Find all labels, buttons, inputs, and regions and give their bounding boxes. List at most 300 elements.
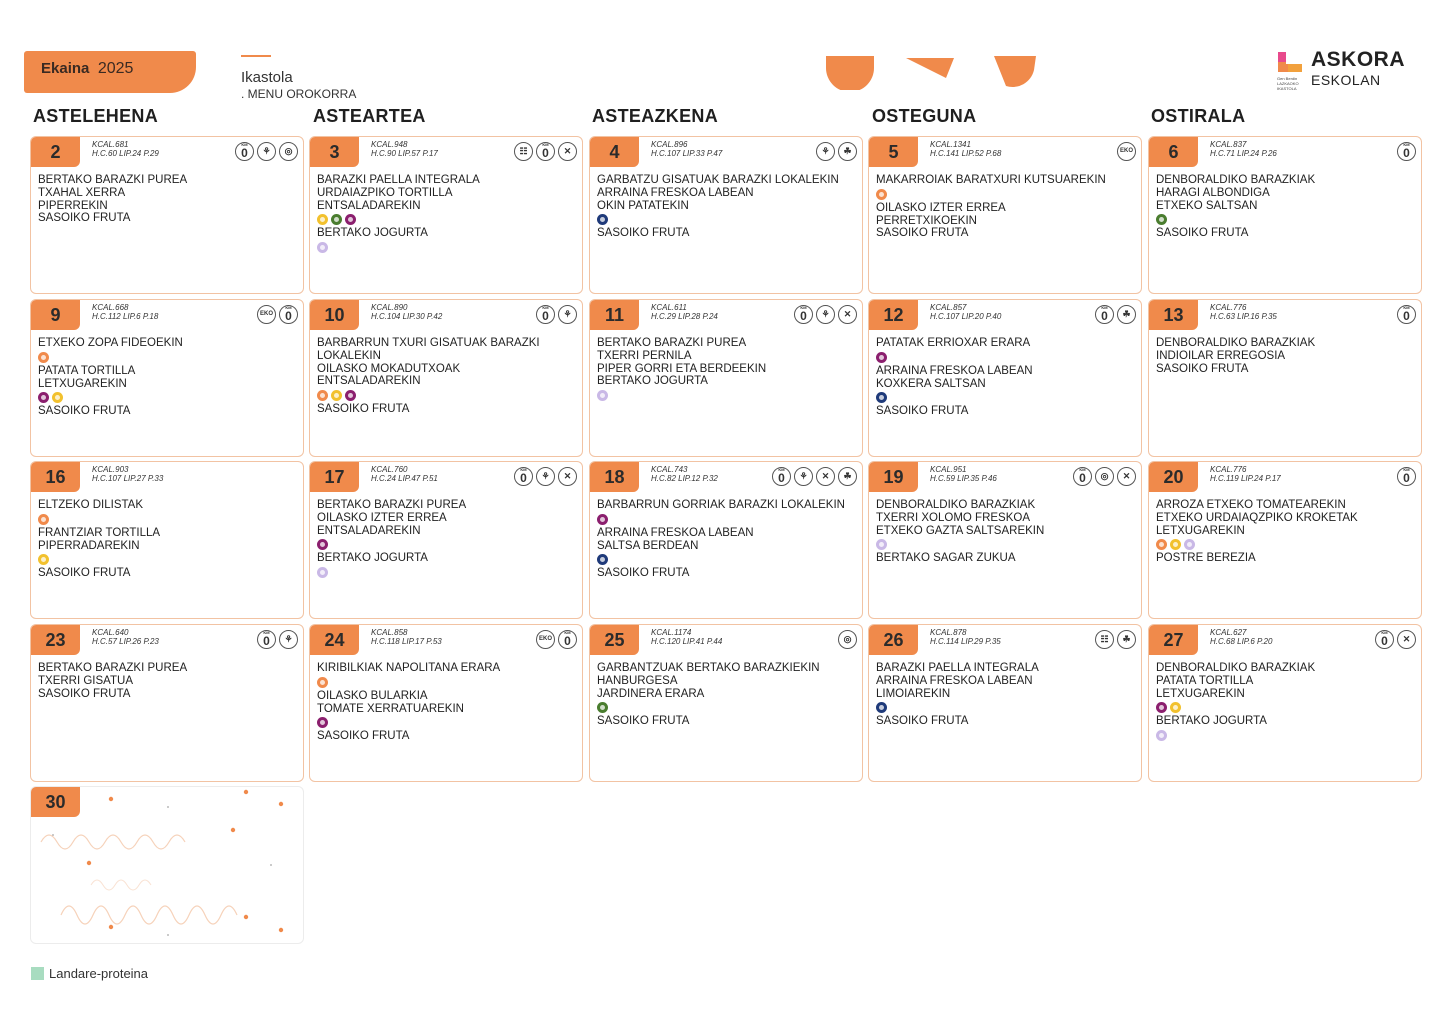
day-number: 11: [590, 300, 639, 330]
dish-item: DENBORALDIKO BARAZKIAK: [1156, 337, 1316, 349]
dish-item: TXERRI GISATUA: [38, 674, 133, 687]
dish-item: TOMATE XERRATUAREKIN: [317, 702, 464, 715]
kcal-value: KCAL.611: [651, 303, 687, 312]
dish-item: SASOIKO FRUTA: [38, 212, 131, 225]
allergen-row: [317, 566, 576, 579]
nutrition-info: [92, 140, 159, 158]
allergen-row: [317, 538, 576, 551]
milk-allergen-icon: [876, 539, 887, 550]
weekday-header: ASTEARTEA: [313, 106, 426, 126]
dish-item: ARRAINA FRESKOA LABEAN: [597, 186, 754, 199]
allergen-row: [317, 716, 576, 729]
weekday-header: OSTEGUNA: [872, 106, 977, 126]
fish-allergen-icon: [876, 702, 887, 713]
sulfite-allergen-icon: [345, 390, 356, 401]
nutrition-info: [1210, 628, 1272, 646]
allergen-row: [597, 701, 856, 714]
allergen-row: [317, 389, 576, 402]
badge-icons: [794, 305, 857, 324]
nutrition-info: [1210, 140, 1277, 158]
day-number: 5: [869, 137, 918, 167]
allergen-row: [597, 513, 856, 526]
egg-allergen-icon: [38, 554, 49, 565]
dish-item: SASOIKO FRUTA: [876, 715, 969, 728]
eko-icon: EKO: [1117, 142, 1136, 161]
dish-item: LETXUGAREKIN: [38, 377, 127, 390]
macros-value: H.C.90 LIP.57 P.17: [371, 149, 438, 158]
fish-allergen-icon: [876, 392, 887, 403]
km-icon: KM 0: [1397, 467, 1416, 486]
dish-item: URDAIAZPIKO TORTILLA: [317, 186, 453, 199]
dish-item: BERTAKO SAGAR ZUKUA: [876, 552, 1016, 565]
wheat-free-icon: ⚘: [816, 142, 835, 161]
brand-main: ASKORA: [1311, 48, 1406, 71]
dish-item: HARAGI ALBONDIGA: [1156, 186, 1270, 199]
day-card: [309, 299, 583, 457]
eko-icon: EKO: [536, 630, 555, 649]
nutrition-info: [371, 465, 438, 483]
nutrition-info: [371, 628, 442, 646]
allergen-row: [876, 701, 1135, 714]
month-tab: [24, 51, 196, 93]
kcal-value: KCAL.948: [371, 140, 408, 149]
badge-icons: [772, 467, 857, 486]
egg-allergen-icon: [52, 392, 63, 403]
dish-item: SASOIKO FRUTA: [38, 687, 131, 700]
badge-icons: [514, 467, 577, 486]
plant-icon: ☘: [1117, 305, 1136, 324]
macros-value: H.C.71 LIP.24 P.26: [1210, 149, 1277, 158]
day-card: [589, 136, 863, 294]
badge-icons: [838, 630, 857, 649]
gluten-allergen-icon: [317, 677, 328, 688]
wheat-free-icon: ⚘: [794, 467, 813, 486]
dish-item: GARBATZU GISATUAK BARAZKI LOKALEKIN: [597, 174, 839, 186]
km-icon: KM 0: [1073, 467, 1092, 486]
allergen-row: [38, 553, 297, 566]
dish-item: ENTSALADAREKIN: [317, 375, 421, 388]
kcal-value: KCAL.776: [1210, 303, 1247, 312]
day-card: [30, 136, 304, 294]
gluten-allergen-icon: [876, 189, 887, 200]
macros-value: H.C.112 LIP.6 P.18: [92, 312, 159, 321]
kcal-value: KCAL.1341: [930, 140, 971, 149]
sulfite-allergen-icon: [597, 514, 608, 525]
macros-value: H.C.107 LIP.33 P.47: [651, 149, 723, 158]
km-icon: KM 0: [772, 467, 791, 486]
dish-item: SASOIKO FRUTA: [38, 405, 131, 418]
milk-allergen-icon: [1184, 539, 1195, 550]
dish-item: SASOIKO FRUTA: [597, 715, 690, 728]
brand-sub: ESKOLAN: [1311, 72, 1381, 88]
dish-item: TXERRI PERNILA: [597, 349, 692, 362]
weekday-header: ASTEAZKENA: [592, 106, 719, 126]
sulfite-allergen-icon: [1156, 702, 1167, 713]
allergen-row: [876, 538, 1135, 551]
dish-list: [597, 337, 856, 403]
macros-value: H.C.24 LIP.47 P.51: [371, 474, 438, 483]
dish-item: BERTAKO BARAZKI PUREA: [597, 337, 747, 349]
dish-item: KOXKERA SALTSAN: [876, 377, 986, 390]
dish-item: ETXEKO URDAIAQZPIKO KROKETAK: [1156, 511, 1358, 524]
nutrition-info: [371, 303, 442, 321]
sulfite-allergen-icon: [876, 352, 887, 363]
day-number: 16: [31, 462, 80, 492]
day-card-empty: [30, 786, 304, 944]
dish-item: POSTRE BEREZIA: [1156, 552, 1256, 565]
dish-list: [597, 174, 856, 240]
day-number: 9: [31, 300, 80, 330]
sulfite-allergen-icon: [317, 539, 328, 550]
dish-item: OILASKO MOKADUTXOAK: [317, 362, 461, 375]
dish-item: DENBORALDIKO BARAZKIAK: [1156, 662, 1316, 674]
dish-list: [38, 499, 297, 580]
dish-list: [38, 662, 297, 700]
badge-icons: [536, 630, 577, 649]
dish-item: TXERRI XOLOMO FRESKOA: [876, 511, 1030, 524]
dish-item: ENTSALADAREKIN: [317, 524, 421, 537]
km-icon: KM 0: [279, 305, 298, 324]
kcal-value: KCAL.890: [371, 303, 408, 312]
nutrition-info: [651, 303, 718, 321]
dish-item: ARRAINA FRESKOA LABEAN: [876, 364, 1033, 377]
wheat-free-icon: ⚘: [816, 305, 835, 324]
nutrition-info: [92, 303, 158, 321]
allergen-row: [597, 213, 856, 226]
dish-item: PATATAK ERRIOXAR ERARA: [876, 337, 1031, 349]
gluten-allergen-icon: [38, 352, 49, 363]
km-icon: KM 0: [514, 467, 533, 486]
plant-icon: ☘: [838, 467, 857, 486]
day-card: [30, 624, 304, 782]
nutrition-info: [930, 465, 997, 483]
year-label: 2025: [97, 60, 134, 77]
dish-list: [317, 499, 576, 580]
dish-list: [38, 174, 297, 225]
nutrition-info: [1210, 465, 1281, 483]
km-icon: KM 0: [536, 142, 555, 161]
kcal-value: KCAL.627: [1210, 628, 1247, 637]
dish-item: SASOIKO FRUTA: [317, 403, 410, 416]
day-number: 18: [590, 462, 639, 492]
day-card: [589, 299, 863, 457]
gluten-allergen-icon: [38, 514, 49, 525]
dish-item: ETXEKO GAZTA SALTSAREKIN: [876, 524, 1045, 537]
dish-item: SASOIKO FRUTA: [38, 567, 131, 580]
km-icon: KM 0: [1095, 305, 1114, 324]
spiral-icon: ◎: [1095, 467, 1114, 486]
allergen-row: [876, 351, 1135, 364]
nutrition-info: [930, 628, 1001, 646]
dish-item: PATATA TORTILLA: [1156, 674, 1254, 687]
egg-allergen-icon: [1170, 539, 1181, 550]
celery-allergen-icon: [597, 702, 608, 713]
nutrition-info: [930, 303, 1001, 321]
dish-item: OILASKO IZTER ERREA: [317, 511, 447, 524]
nutrition-info: [92, 628, 159, 646]
dish-item: ENTSALADAREKIN: [317, 199, 421, 212]
dish-item: BARBARRUN TXURI GISATUAK BARAZKI: [317, 337, 540, 349]
day-card: [868, 299, 1142, 457]
dish-list: [38, 337, 297, 418]
kcal-value: KCAL.858: [371, 628, 408, 637]
day-number: 30: [31, 787, 80, 817]
carrot-icon: ✕: [838, 305, 857, 324]
badge-icons: [1397, 467, 1416, 486]
dish-item: SASOIKO FRUTA: [876, 227, 969, 240]
badge-icons: [1095, 305, 1136, 324]
legend-swatch: [31, 967, 44, 980]
macros-value: H.C.68 LIP.6 P.20: [1210, 637, 1273, 646]
macros-value: H.C.57 LIP.26 P.23: [92, 637, 159, 646]
dish-item: PATATA TORTILLA: [38, 364, 136, 377]
kcal-value: KCAL.743: [651, 465, 688, 474]
accent-line: [241, 55, 271, 57]
allergen-row: [38, 513, 297, 526]
sulfite-allergen-icon: [317, 717, 328, 728]
dish-list: [317, 662, 576, 743]
egg-allergen-icon: [1170, 702, 1181, 713]
km-icon: KM 0: [1397, 142, 1416, 161]
kcal-value: KCAL.837: [1210, 140, 1247, 149]
dish-item: BARAZKI PAELLA INTEGRALA: [317, 174, 480, 186]
gluten-allergen-icon: [1156, 539, 1167, 550]
allergen-row: [1156, 538, 1415, 551]
egg-allergen-icon: [331, 390, 342, 401]
dish-item: LETXUGAREKIN: [1156, 687, 1245, 700]
dish-item: ARRAINA FRESKOA LABEAN: [876, 674, 1033, 687]
day-number: 10: [310, 300, 359, 330]
wheat-free-icon: ⚘: [279, 630, 298, 649]
nutrition-info: [651, 140, 722, 158]
badge-icons: [1397, 305, 1416, 324]
dish-item: SASOIKO FRUTA: [597, 567, 690, 580]
kcal-value: KCAL.760: [371, 465, 408, 474]
allergen-row: [317, 676, 576, 689]
dish-item: BERTAKO JOGURTA: [597, 375, 708, 388]
badge-icons: [1117, 142, 1136, 161]
dish-item: PIPERREKIN: [38, 199, 108, 212]
dish-item: ARRAINA FRESKOA LABEAN: [597, 526, 754, 539]
egg-allergen-icon: [317, 214, 328, 225]
dish-item: JARDINERA ERARA: [597, 687, 705, 700]
dish-item: INDIOILAR ERREGOSIA: [1156, 349, 1286, 362]
kcal-value: KCAL.681: [92, 140, 129, 149]
kcal-value: KCAL.903: [92, 465, 129, 474]
carrot-icon: ✕: [558, 467, 577, 486]
allergen-row: [1156, 729, 1415, 742]
dish-item: FRANTZIAR TORTILLA: [38, 526, 161, 539]
macros-value: H.C.104 LIP.30 P.42: [371, 312, 443, 321]
macros-value: H.C.63 LIP.16 P.35: [1210, 312, 1277, 321]
allergen-row: [597, 389, 856, 402]
dish-list: [1156, 337, 1415, 375]
wheat-free-icon: ⚘: [257, 142, 276, 161]
km-icon: KM 0: [536, 305, 555, 324]
dish-list: [876, 499, 1135, 565]
dish-item: LIMOIAREKIN: [876, 687, 951, 700]
macros-value: H.C.119 LIP.24 P.17: [1210, 474, 1281, 483]
carrot-icon: ✕: [1397, 630, 1416, 649]
badge-icons: [257, 630, 298, 649]
day-number: 19: [869, 462, 918, 492]
decorative-pattern: [31, 787, 304, 944]
dish-item: LOKALEKIN: [317, 349, 381, 362]
school-name: Ikastola: [241, 69, 293, 86]
day-number: 12: [869, 300, 918, 330]
dish-item: BERTAKO BARAZKI PUREA: [38, 174, 188, 186]
dish-list: [317, 174, 576, 255]
fish-allergen-icon: [597, 554, 608, 565]
dish-item: ETXEKO ZOPA FIDEOEKIN: [38, 337, 183, 349]
nutrition-info: [651, 628, 722, 646]
day-number: 6: [1149, 137, 1198, 167]
kcal-value: KCAL.896: [651, 140, 688, 149]
macros-value: H.C.141 LIP.52 P.68: [930, 149, 1002, 158]
decorative-shapes: [824, 56, 1040, 95]
sulfite-allergen-icon: [345, 214, 356, 225]
dish-item: PERRETXIKOEKIN: [876, 214, 977, 227]
day-number: 25: [590, 625, 639, 655]
milk-allergen-icon: [317, 567, 328, 578]
nutrition-info: [651, 465, 718, 483]
allergen-row: [1156, 701, 1415, 714]
km-icon: KM 0: [1397, 305, 1416, 324]
day-number: 26: [869, 625, 918, 655]
day-card: [868, 461, 1142, 619]
day-card: [868, 624, 1142, 782]
macros-value: H.C.60 LIP.24 P.29: [92, 149, 159, 158]
kcal-value: KCAL.1174: [651, 628, 692, 637]
dish-item: BERTAKO JOGURTA: [1156, 715, 1267, 728]
dish-item: SASOIKO FRUTA: [876, 405, 969, 418]
dish-item: SASOIKO FRUTA: [1156, 362, 1249, 375]
nutrition-info: [371, 140, 438, 158]
dish-item: BARAZKI PAELLA INTEGRALA: [876, 662, 1039, 674]
nutrition-info: [92, 465, 163, 483]
day-number: 4: [590, 137, 639, 167]
dish-item: BERTAKO BARAZKI PUREA: [317, 499, 467, 511]
dish-list: [876, 337, 1135, 418]
day-number: 3: [310, 137, 359, 167]
dish-item: MAKARROIAK BARATXURI KUTSUAREKIN: [876, 174, 1106, 186]
dish-item: SASOIKO FRUTA: [597, 227, 690, 240]
macros-value: H.C.107 LIP.20 P.40: [930, 312, 1002, 321]
sulfite-allergen-icon: [38, 392, 49, 403]
dish-list: [1156, 499, 1415, 565]
macros-value: H.C.82 LIP.12 P.32: [651, 474, 718, 483]
weekday-header: ASTELEHENA: [33, 106, 159, 126]
allergen-row: [317, 213, 576, 226]
day-card: [589, 624, 863, 782]
kcal-value: KCAL.776: [1210, 465, 1247, 474]
allergen-row: [1156, 213, 1415, 226]
spiral-icon: ◎: [279, 142, 298, 161]
carrot-icon: ✕: [558, 142, 577, 161]
km-icon: KM 0: [235, 142, 254, 161]
day-number: 27: [1149, 625, 1198, 655]
kcal-value: KCAL.668: [92, 303, 129, 312]
celery-allergen-icon: [331, 214, 342, 225]
macros-value: H.C.114 LIP.29 P.35: [930, 637, 1001, 646]
badge-icons: [536, 305, 577, 324]
dish-item: SALTSA BERDEAN: [597, 539, 699, 552]
day-number: 20: [1149, 462, 1198, 492]
dish-item: SASOIKO FRUTA: [317, 730, 410, 743]
logo-mark-icon: [1276, 50, 1304, 74]
day-card: [309, 136, 583, 294]
spiral-icon: ◎: [838, 630, 857, 649]
plant-icon: ☘: [838, 142, 857, 161]
day-card: [30, 299, 304, 457]
badge-icons: [235, 142, 298, 161]
grain-icon: ☷: [514, 142, 533, 161]
day-number: 2: [31, 137, 80, 167]
month-label: Ekaina: [41, 60, 90, 77]
dish-item: BERTAKO BARAZKI PUREA: [38, 662, 188, 674]
dish-item: PIPERRADAREKIN: [38, 539, 140, 552]
kcal-value: KCAL.857: [930, 303, 967, 312]
allergen-row: [317, 241, 576, 254]
day-card: [309, 624, 583, 782]
kcal-value: KCAL.640: [92, 628, 129, 637]
dish-item: ELTZEKO DILISTAK: [38, 499, 144, 511]
dish-item: ETXEKO SALTSAN: [1156, 199, 1258, 212]
km-icon: KM 0: [558, 630, 577, 649]
badge-icons: [514, 142, 577, 161]
dish-item: OKIN PATATEKIN: [597, 199, 689, 212]
dish-list: [317, 337, 576, 416]
dish-list: [597, 662, 856, 728]
nutrition-info: [930, 140, 1001, 158]
badge-icons: [816, 142, 857, 161]
day-card: [30, 461, 304, 619]
allergen-row: [876, 391, 1135, 404]
eko-icon: EKO: [257, 305, 276, 324]
dish-item: OILASKO BULARKIA: [317, 689, 428, 702]
dish-item: BERTAKO JOGURTA: [317, 227, 428, 240]
allergen-row: [876, 188, 1135, 201]
carrot-icon: ✕: [1117, 467, 1136, 486]
dish-list: [876, 174, 1135, 240]
day-card: [309, 461, 583, 619]
day-card: [868, 136, 1142, 294]
dish-item: PIPER GORRI ETA BERDEEKIN: [597, 362, 767, 375]
dish-item: GARBANTZUAK BERTAKO BARAZKIEKIN: [597, 662, 820, 674]
allergen-row: [38, 391, 297, 404]
day-card: [1148, 461, 1422, 619]
dish-item: BARBARRUN GORRIAK BARAZKI LOKALEKIN: [597, 499, 845, 511]
dish-item: BERTAKO JOGURTA: [317, 552, 428, 565]
dish-item: TXAHAL XERRA: [38, 186, 126, 199]
legend-label: Landare-proteina: [49, 966, 149, 981]
fish-allergen-icon: [597, 214, 608, 225]
allergen-row: [38, 351, 297, 364]
menu-type: . MENU OROKORRA: [241, 87, 357, 101]
dish-list: [876, 662, 1135, 728]
grain-icon: ☷: [1095, 630, 1114, 649]
badge-icons: [1095, 630, 1136, 649]
gluten-allergen-icon: [317, 390, 328, 401]
badge-icons: [1073, 467, 1136, 486]
dish-list: [597, 499, 856, 580]
badge-icons: [1375, 630, 1416, 649]
wheat-free-icon: ⚘: [536, 467, 555, 486]
dish-item: DENBORALDIKO BARAZKIAK: [1156, 174, 1316, 186]
milk-allergen-icon: [317, 242, 328, 253]
dish-item: KIRIBILKIAK NAPOLITANA ERARA: [317, 662, 501, 674]
km-icon: KM 0: [794, 305, 813, 324]
